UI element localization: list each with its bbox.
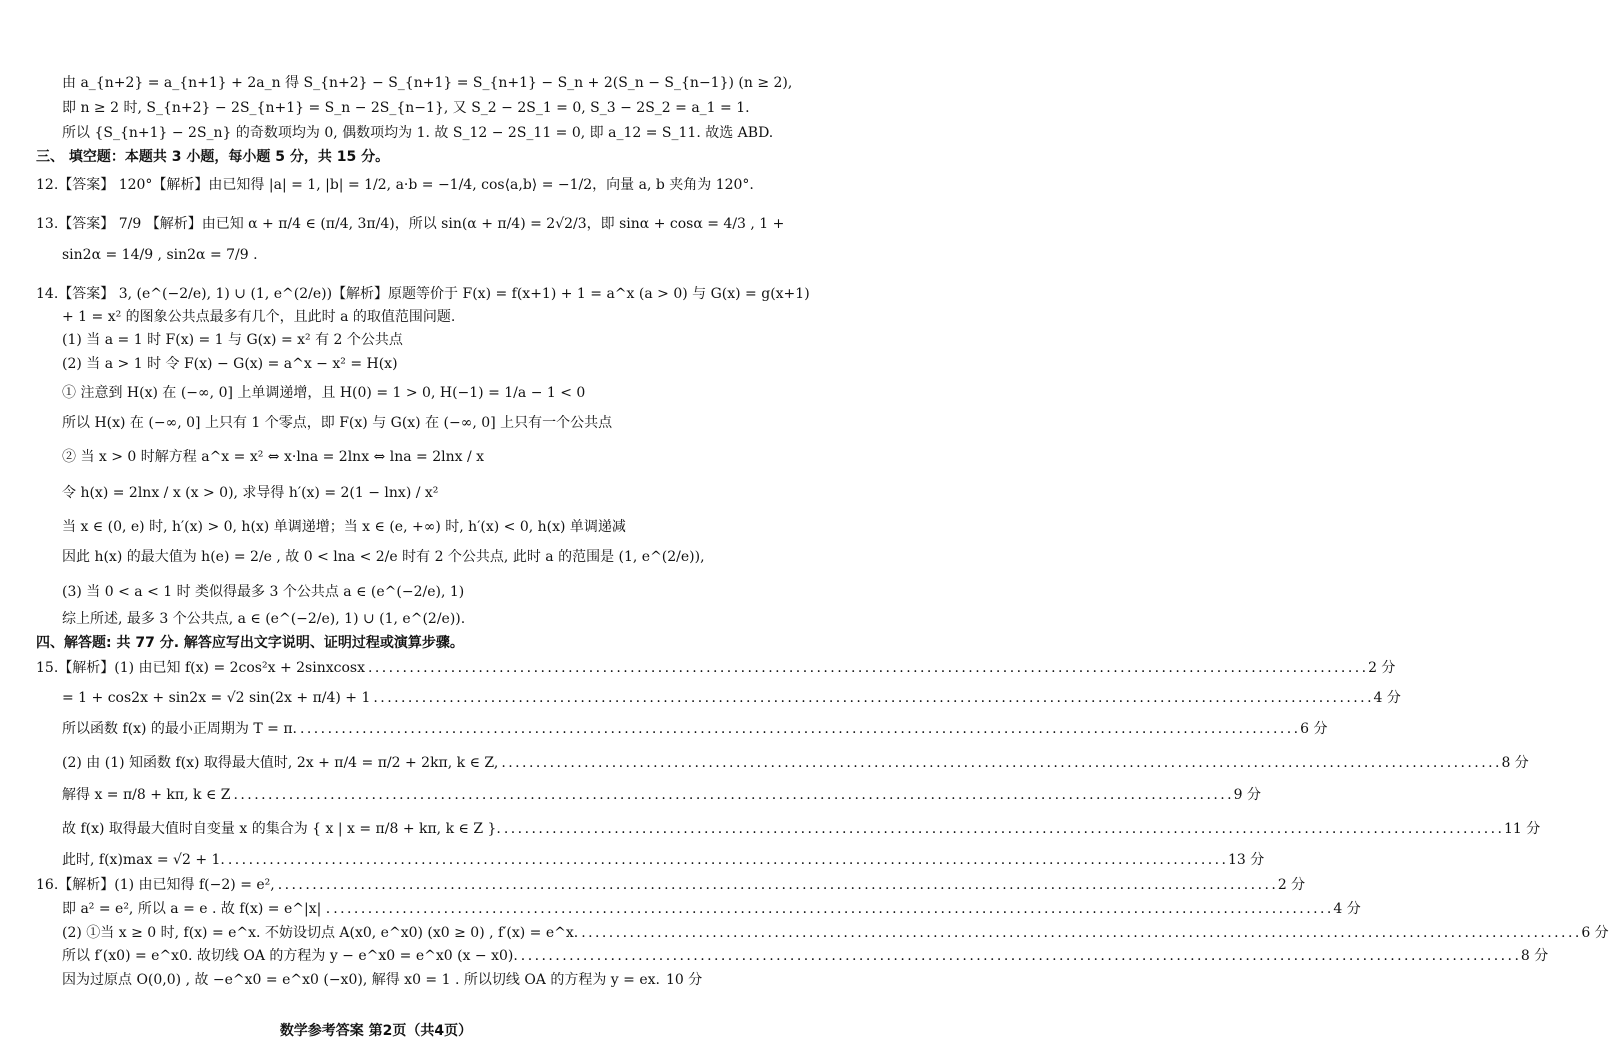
- text-line: ② 当 x > 0 时解方程 a^x = x² ⇔ x·lna = 2lnx ⇔ lna = 2lnx / x: [62, 449, 485, 465]
- step-text: 16.【解析】(1) 由已知得 f(−2) = e²,: [36, 877, 275, 893]
- text-line: 因此 h(x) 的最大值为 h(e) = 2/e , 故 0 < lna < 2/e 时有 2 个公共点, 此时 a 的范围是 (1, e^(2/e)),: [62, 549, 705, 565]
- text-line: (1) 当 a = 1 时 F(x) = 1 与 G(x) = x² 有 2 个公共点: [62, 332, 403, 348]
- score-label: 2 分: [1277, 877, 1306, 893]
- scored-line: [62, 851, 1265, 869]
- score-label: 4 分: [1373, 690, 1401, 706]
- scored-line: [62, 971, 703, 989]
- page-footer: 数学参考答案 第2页（共4页）: [279, 1023, 473, 1039]
- text-line: 所以 H(x) 在 (−∞, 0] 上只有 1 个零点，即 F(x) 与 G(x) 在 (−∞, 0] 上只有一个公共点: [62, 415, 613, 431]
- step-text: 解得 x = π/8 + kπ, k ∈ Z: [62, 787, 231, 803]
- step-text: = 1 + cos2x + sin2x = √2 sin(2x + π/4) + 1: [62, 690, 371, 706]
- text-line: 13.【答案】 7/9 【解析】由已知 α + π/4 ∈ (π/4, 3π/4)，所以 sin(α + π/4) = 2√2/3，即 sinα + cosα = 4/3 , 1 +: [36, 216, 785, 232]
- score-label: 6 分: [1581, 925, 1609, 941]
- score-label: 8 分: [1501, 755, 1529, 771]
- scored-line: [62, 924, 1609, 942]
- scored-line: [62, 689, 1401, 707]
- score-label: 10 分: [665, 972, 703, 988]
- text-line: ① 注意到 H(x) 在 (−∞, 0] 上单调递增，且 H(0) = 1 > 0, H(−1) = 1/a − 1 < 0: [62, 385, 586, 401]
- score-label: 13 分: [1227, 852, 1265, 868]
- score-label: 4 分: [1333, 901, 1361, 917]
- text-line: 即 n ≥ 2 时, S_{n+2} − 2S_{n+1} = S_n − 2S_{n−1}, 又 S_2 − 2S_1 = 0, S_3 − 2S_2 = a_1 = 1.: [62, 100, 750, 116]
- section-heading: 四、解答题: 共 77 分. 解答应写出文字说明、证明过程或演算步骤。: [36, 635, 464, 651]
- section-heading: 三、 填空题：本题共 3 小题，每小题 5 分，共 15 分。: [36, 149, 390, 165]
- step-text: 所以 f′(x0) = e^x0. 故切线 OA 的方程为 y − e^x0 = e^x0 (x − x0).: [62, 948, 518, 964]
- step-text: (2) 由 (1) 知函数 f(x) 取得最大值时, 2x + π/4 = π/2 + 2kπ, k ∈ Z,: [62, 755, 499, 771]
- score-label: 11 分: [1503, 821, 1541, 837]
- text-line: 12.【答案】 120°【解析】由已知得 |a| = 1, |b| = 1/2, a·b = −1/4, cos⟨a,b⟩ = −1/2，向量 a, b 夹角为 120°.: [36, 177, 754, 193]
- step-text: 所以函数 f(x) 的最小正周期为 T = π.: [62, 721, 297, 737]
- text-line: 当 x ∈ (0, e) 时, h′(x) > 0, h(x) 单调递增；当 x ∈ (e, +∞) 时, h′(x) < 0, h(x) 单调递减: [62, 519, 626, 535]
- step-text: 15.【解析】(1) 由已知 f(x) = 2cos²x + 2sinxcosx: [36, 660, 365, 676]
- step-text: 即 a² = e², 所以 a = e . 故 f(x) = e^|x| .: [62, 901, 331, 917]
- score-label: 9 分: [1233, 787, 1261, 803]
- text-line: (2) 当 a > 1 时 令 F(x) − G(x) = a^x − x² = H(x): [62, 356, 398, 372]
- step-text: 故 f(x) 取得最大值时自变量 x 的集合为 { x | x = π/8 + kπ, k ∈ Z }.: [62, 821, 501, 837]
- text-line: 所以 {S_{n+1} − 2S_n} 的奇数项均为 0, 偶数项均为 1. 故 S_12 − 2S_11 = 0, 即 a_12 = S_11. 故选 ABD.: [62, 125, 774, 141]
- step-text: (2) ①当 x ≥ 0 时, f(x) = e^x. 不妨设切点 A(x0, e^x0) (x0 ≥ 0) , f′(x) = e^x.: [62, 925, 579, 941]
- scored-line: [36, 659, 1396, 677]
- step-text: 此时, f(x)max = √2 + 1.: [62, 852, 225, 868]
- score-label: 2 分: [1368, 660, 1396, 676]
- text-line: 由 a_{n+2} = a_{n+1} + 2a_n 得 S_{n+2} − S_{n+1} = S_{n+1} − S_n + 2(S_n − S_{n−1}) (n ≥ 2),: [62, 75, 793, 91]
- score-label: 8 分: [1520, 948, 1549, 964]
- text-line: 14.【答案】 3, (e^(−2/e), 1) ∪ (1, e^(2/e))【解析】原题等价于 F(x) = f(x+1) + 1 = a^x (a > 0) 与 G(x) = g(x+1): [36, 286, 810, 302]
- text-line: + 1 = x² 的图象公共点最多有几个，且此时 a 的取值范围问题.: [62, 309, 456, 325]
- scored-line: [62, 900, 1361, 918]
- step-text: 因为过原点 O(0,0) , 故 −e^x0 = e^x0 (−x0), 解得 x0 = 1 . 所以切线 OA 的方程为 y = ex.: [62, 972, 660, 988]
- scored-line: [62, 947, 1549, 965]
- scored-line: [62, 786, 1261, 804]
- scored-line: [36, 876, 1306, 894]
- scored-line: [62, 754, 1529, 772]
- scored-line: [62, 720, 1328, 738]
- scored-line: [62, 820, 1541, 838]
- text-line: sin2α = 14/9 , sin2α = 7/9 .: [62, 247, 258, 263]
- text-line: 综上所述, 最多 3 个公共点, a ∈ (e^(−2/e), 1) ∪ (1, e^(2/e)).: [62, 611, 466, 627]
- text-line: 令 h(x) = 2lnx / x (x > 0), 求导得 h′(x) = 2(1 − lnx) / x²: [62, 485, 439, 501]
- text-line: (3) 当 0 < a < 1 时 类似得最多 3 个公共点 a ∈ (e^(−2/e), 1): [62, 584, 465, 600]
- score-label: 6 分: [1300, 721, 1328, 737]
